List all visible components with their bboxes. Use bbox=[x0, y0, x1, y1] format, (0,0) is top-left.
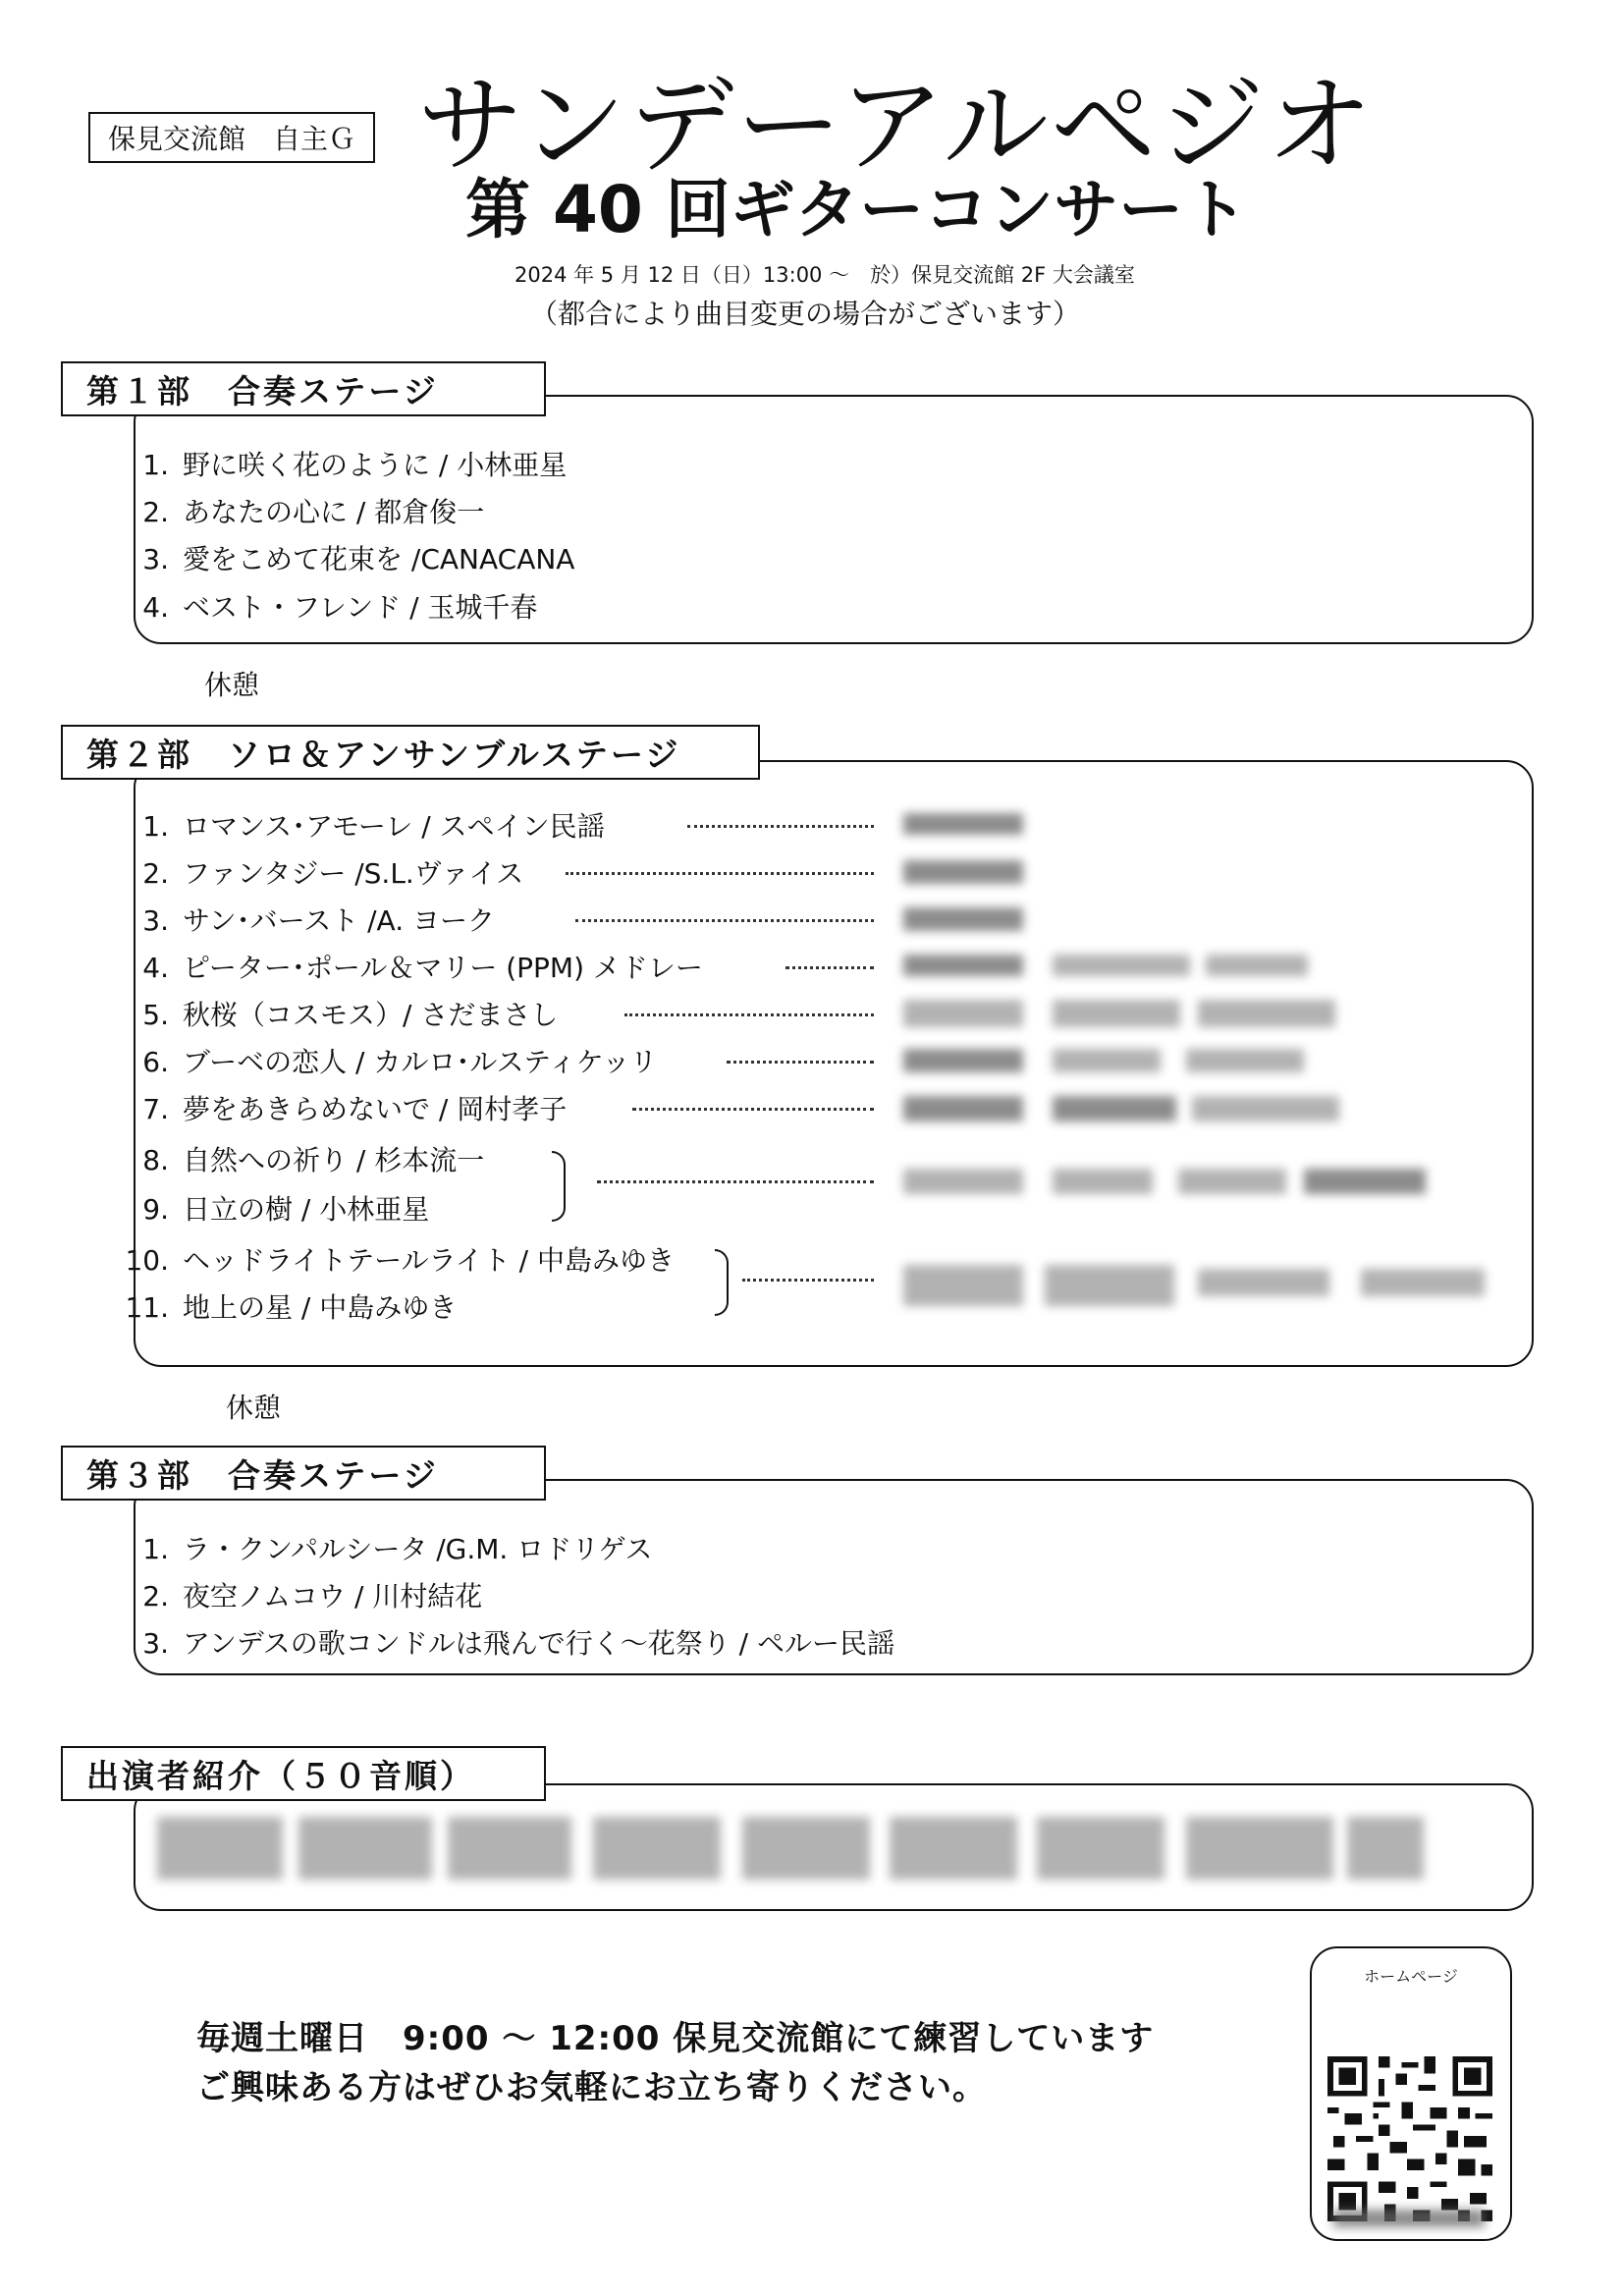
list-item: 6. ブーベの恋人 / カルロ･ルスティケッリ bbox=[142, 1046, 658, 1078]
list-item: 2. 夜空ノムコウ / 川村結花 bbox=[142, 1580, 483, 1613]
list-item: 1. ロマンス･アモーレ / スペイン民謡 bbox=[142, 810, 605, 843]
redacted-performer-name bbox=[157, 1817, 283, 1880]
redacted-performer-name bbox=[593, 1817, 721, 1880]
performers-label: 出演者紹介（５０音順） bbox=[61, 1746, 546, 1801]
redacted-performer-name bbox=[1053, 1049, 1161, 1072]
list-item: 4. ピーター･ポール＆マリー (PPM) メドレー bbox=[142, 952, 703, 984]
redacted-performer-name bbox=[1192, 1096, 1339, 1121]
intermission-label: 休憩 bbox=[226, 1392, 282, 1424]
redacted-performer-name bbox=[1206, 955, 1308, 976]
concert-subtitle: 第 40 回ギターコンサート bbox=[465, 172, 1249, 247]
redacted-performer-name bbox=[1053, 1096, 1176, 1121]
part3-leader-line bbox=[544, 1479, 1487, 1481]
part2-leader-line bbox=[758, 760, 1487, 762]
dotted-leader bbox=[597, 1180, 874, 1183]
list-item: 10. ヘッドライトテールライト / 中島みゆき bbox=[125, 1244, 675, 1277]
redacted-performer-name bbox=[742, 1817, 870, 1880]
list-item: 3. サン･バースト /A. ヨーク bbox=[142, 904, 495, 937]
redacted-performer-name bbox=[1053, 1000, 1180, 1027]
grouping-bracket bbox=[715, 1249, 729, 1316]
list-item: 9. 日立の樹 / 小林亜星 bbox=[142, 1193, 430, 1226]
redacted-performer-name bbox=[1198, 1000, 1335, 1027]
redacted-performer-name bbox=[1037, 1817, 1164, 1880]
dotted-leader bbox=[624, 1013, 874, 1016]
redacted-performer-name bbox=[1198, 1269, 1329, 1296]
list-item: 2. あなたの心に / 都倉俊一 bbox=[142, 496, 485, 528]
part1-leader-line bbox=[544, 395, 1487, 397]
part2-label: 第２部 ソロ＆アンサンブルステージ bbox=[61, 725, 760, 780]
dotted-leader bbox=[566, 872, 874, 875]
redacted-performer-name bbox=[1186, 1817, 1333, 1880]
page-title: サンデーアルペジオ bbox=[417, 65, 1375, 188]
dotted-leader bbox=[687, 825, 874, 828]
redacted-performer-name bbox=[903, 1265, 1023, 1306]
redacted-qr-caption bbox=[1333, 2210, 1485, 2227]
redacted-performer-name bbox=[903, 1096, 1023, 1121]
performers-leader-line bbox=[544, 1783, 1487, 1785]
list-item: 7. 夢をあきらめないで / 岡村孝子 bbox=[142, 1093, 568, 1125]
redacted-performer-name bbox=[448, 1817, 571, 1880]
redacted-performer-name bbox=[903, 860, 1023, 884]
practice-info-line2: ご興味ある方はぜひお気軽にお立ち寄りください。 bbox=[196, 2068, 987, 2107]
list-item: 3. アンデスの歌コンドルは飛んで行く～花祭り / ペルー民謡 bbox=[142, 1627, 894, 1660]
list-item: 5. 秋桜（コスモス）/ さだまさし bbox=[142, 999, 559, 1031]
event-info: 2024 年 5 月 12 日（日）13:00 ～ 於）保見交流館 2F 大会議室 bbox=[514, 263, 1135, 287]
qr-code-icon[interactable] bbox=[1326, 2056, 1494, 2221]
dotted-leader bbox=[727, 1061, 874, 1064]
redacted-performer-name bbox=[1347, 1817, 1424, 1880]
dotted-leader bbox=[742, 1279, 874, 1282]
part1-label: 第１部 合奏ステージ bbox=[61, 361, 546, 416]
list-item: 1. ラ・クンパルシータ /G.M. ロドリゲス bbox=[142, 1533, 653, 1565]
redacted-performer-name bbox=[1178, 1169, 1286, 1194]
redacted-performer-name bbox=[903, 813, 1023, 835]
part3-label: 第３部 合奏ステージ bbox=[61, 1446, 546, 1501]
redacted-performer-name bbox=[903, 1169, 1023, 1194]
redacted-performer-name bbox=[890, 1817, 1017, 1880]
organization-label: 保見交流館 自主Ｇ bbox=[88, 112, 375, 163]
practice-info-line1: 毎週土曜日 9:00 ～ 12:00 保見交流館にて練習しています bbox=[196, 2019, 1155, 2058]
redacted-performer-name bbox=[1361, 1269, 1485, 1296]
redacted-performer-name bbox=[1053, 1169, 1153, 1194]
redacted-performer-name bbox=[903, 1049, 1023, 1072]
list-item: 2. ファンタジー /S.L.ヴァイス bbox=[142, 857, 524, 890]
list-item: 1. 野に咲く花のように / 小林亜星 bbox=[142, 449, 568, 481]
redacted-performer-name bbox=[298, 1817, 432, 1880]
redacted-performer-name bbox=[903, 955, 1023, 976]
redacted-performer-name bbox=[1186, 1049, 1304, 1072]
redacted-performer-name bbox=[903, 1000, 1023, 1027]
dotted-leader bbox=[785, 966, 874, 969]
list-item: 3. 愛をこめて花束を /CANACANA bbox=[142, 543, 575, 575]
list-item: 4. ベスト・フレンド / 玉城千春 bbox=[142, 591, 538, 624]
redacted-performer-name bbox=[1045, 1265, 1174, 1306]
dotted-leader bbox=[575, 919, 874, 922]
intermission-label: 休憩 bbox=[204, 669, 260, 701]
redacted-performer-name bbox=[903, 907, 1023, 931]
list-item: 11. 地上の星 / 中島みゆき bbox=[125, 1291, 458, 1324]
homepage-label: ホームページ bbox=[1364, 1967, 1458, 1986]
dotted-leader bbox=[632, 1108, 874, 1111]
grouping-bracket bbox=[552, 1151, 566, 1222]
redacted-performer-name bbox=[1304, 1169, 1426, 1194]
list-item: 8. 自然への祈り / 杉本流一 bbox=[142, 1144, 485, 1176]
program-change-note: （都合により曲目変更の場合がございます） bbox=[530, 298, 1081, 330]
redacted-performer-name bbox=[1053, 955, 1190, 976]
